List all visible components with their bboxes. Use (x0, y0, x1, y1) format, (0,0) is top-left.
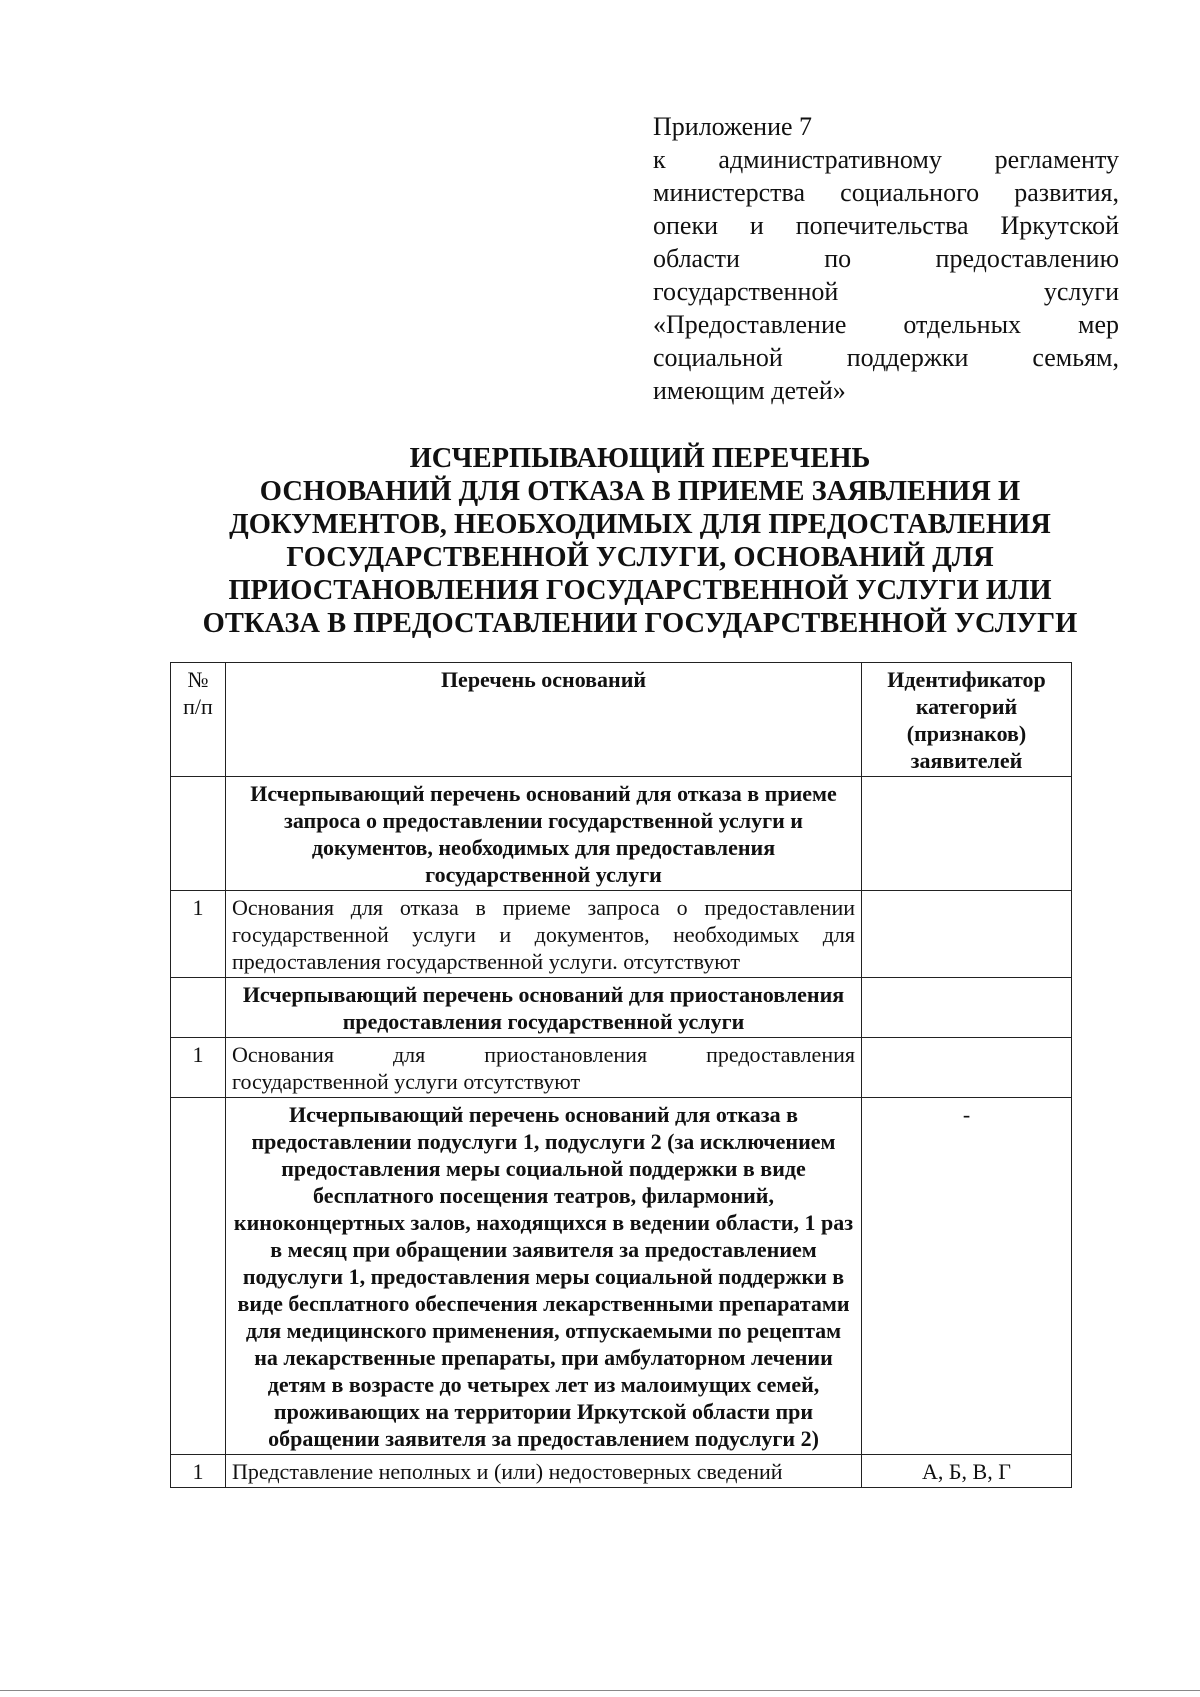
title-line: ОСНОВАНИЙ ДЛЯ ОТКАЗА В ПРИЕМЕ ЗАЯВЛЕНИЯ И (259, 476, 1021, 507)
section-title: Исчерпывающий перечень оснований для отказа в приеме запроса о предоставлении государственной услуги и документов, необходимых для предоставления государственной услуги (226, 777, 862, 891)
header-category-id: Идентификатор категорий (признаков) заявителей (862, 663, 1072, 777)
header-grounds-list: Перечень оснований (226, 663, 862, 777)
row-category-id (862, 1038, 1072, 1098)
title-line: ГОСУДАРСТВЕННОЙ УСЛУГИ, ОСНОВАНИЙ ДЛЯ (286, 542, 994, 573)
grounds-table (170, 662, 1072, 1488)
appendix-number: Приложение 7 (653, 112, 813, 141)
section-row (171, 978, 1072, 1038)
header-number: № п/п (171, 663, 226, 777)
table-row (171, 1038, 1072, 1098)
appendix-text: к административному регламенту министерства социального развития, опеки и попечительства Иркутской области по предоставлению государственной услуги «Предоставление отдельных мер социальной поддержки семьям, имеющим детей» (653, 145, 1119, 405)
empty-cell (171, 978, 226, 1038)
empty-cell (171, 777, 226, 891)
table-header-row (171, 663, 1072, 777)
row-number: 1 (171, 891, 226, 978)
row-category-id: А, Б, В, Г (862, 1455, 1072, 1488)
row-reason: Представление неполных и (или) недостоверных сведений (226, 1455, 862, 1488)
title-line: ОТКАЗА В ПРЕДОСТАВЛЕНИИ ГОСУДАРСТВЕННОЙ УСЛУГИ (202, 608, 1078, 639)
empty-cell (862, 978, 1072, 1038)
title-line: ПРИОСТАНОВЛЕНИЯ ГОСУДАРСТВЕННОЙ УСЛУГИ ИЛИ (228, 575, 1052, 606)
table-row (171, 891, 1072, 978)
section-row (171, 777, 1072, 891)
row-number: 1 (171, 1455, 226, 1488)
table-row (171, 1455, 1072, 1488)
title-line: ИСЧЕРПЫВАЮЩИЙ ПЕРЕЧЕНЬ (409, 443, 871, 474)
document-title (180, 442, 1100, 640)
appendix-block (653, 110, 1119, 407)
row-number: 1 (171, 1038, 226, 1098)
section-title: Исчерпывающий перечень оснований для приостановления предоставления государственной услуги (226, 978, 862, 1038)
row-category-id (862, 891, 1072, 978)
title-line: ДОКУМЕНТОВ, НЕОБХОДИМЫХ ДЛЯ ПРЕДОСТАВЛЕНИЯ (229, 509, 1051, 540)
row-reason: Основания для приостановления предоставления государственной услуги отсутствуют (226, 1038, 862, 1098)
empty-cell (862, 777, 1072, 891)
section-row (171, 1098, 1072, 1455)
empty-cell (171, 1098, 226, 1455)
page-bottom-rule (0, 1690, 1200, 1691)
section-title: Исчерпывающий перечень оснований для отказа в предоставлении подуслуги 1, подуслуги 2 (за исключением предоставления меры социальной поддержки в виде бесплатного посещения театров, филармоний, киноконцертных залов, находящихся в ведении области, 1 раз в месяц при обращении заявителя за предоставлением подуслуги 1, предоставления меры социальной поддержки в виде бесплатного обеспечения лекарственными препаратами для медицинского применения, отпускаемыми по рецептам на лекарственные препараты, при амбулаторном лечении детям в возрасте до четырех лет из малоимущих семей, проживающих на территории Иркутской области при обращении заявителя за предоставлением подуслуги 2) (226, 1098, 862, 1455)
row-reason: Основания для отказа в приеме запроса о предоставлении государственной услуги и документов, необходимых для предоставления государственной услуги. отсутствуют (226, 891, 862, 978)
section-category-id: - (862, 1098, 1072, 1455)
